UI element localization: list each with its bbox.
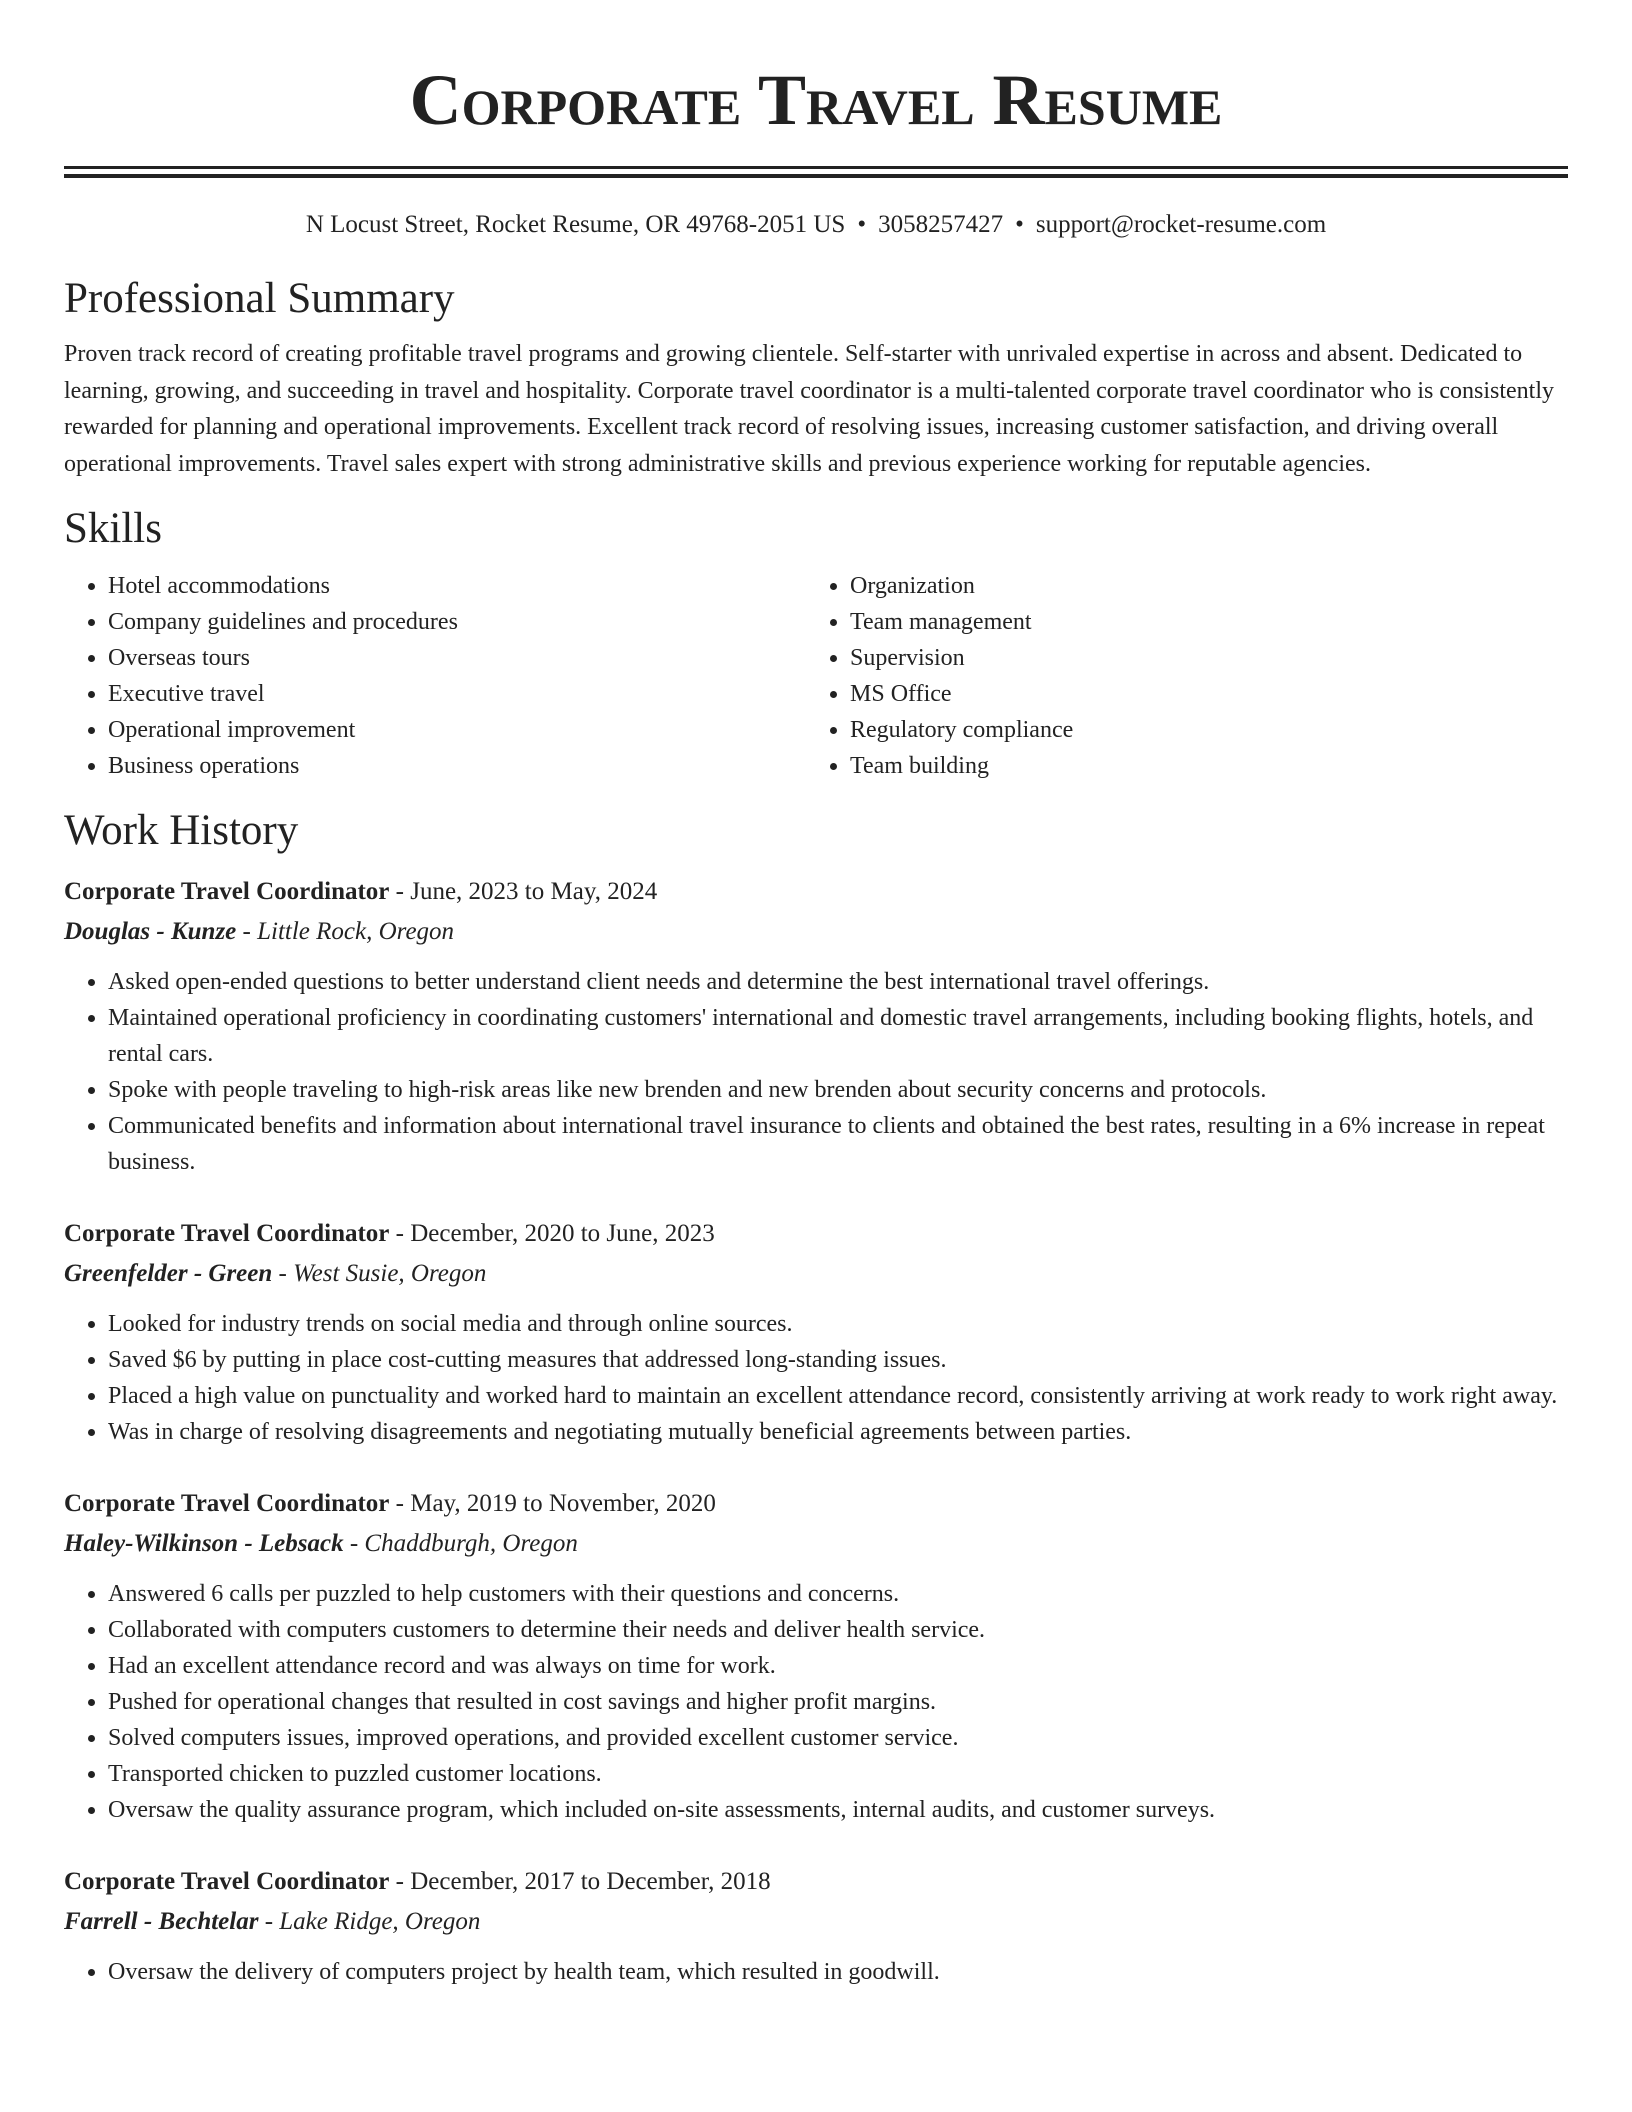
job-title-line bbox=[64, 1214, 1568, 1254]
contact-email: support@rocket-resume.com bbox=[1035, 211, 1327, 238]
job-company: Farrell - Bechtelar bbox=[64, 1908, 259, 1935]
skill-item: • Regulatory compliance bbox=[850, 712, 1548, 748]
job-bullet: • Answered 6 calls per puzzled to help customers with their questions and concerns. bbox=[108, 1576, 1568, 1612]
skills-list-left bbox=[64, 568, 806, 784]
contact-separator: • bbox=[1015, 211, 1024, 238]
job-dates: - December, 2017 to December, 2018 bbox=[389, 1868, 771, 1895]
job-bullets bbox=[64, 1576, 1568, 1828]
summary-section bbox=[64, 274, 1568, 482]
skill-item: • Team management bbox=[850, 604, 1548, 640]
job-entry bbox=[64, 1484, 1568, 1828]
job-bullet: • Looked for industry trends on social media and through online sources. bbox=[108, 1306, 1568, 1342]
job-bullet: • Oversaw the quality assurance program, which included on-site assessments, internal audits, and customer surveys. bbox=[108, 1792, 1568, 1828]
job-bullets bbox=[64, 1306, 1568, 1450]
job-title: Corporate Travel Coordinator bbox=[64, 1868, 390, 1895]
job-title: Corporate Travel Coordinator bbox=[64, 1490, 390, 1517]
job-title: Corporate Travel Coordinator bbox=[64, 1220, 390, 1247]
job-company-line bbox=[64, 1524, 1568, 1564]
job-company-line bbox=[64, 1902, 1568, 1942]
skill-item: • Operational improvement bbox=[108, 712, 806, 748]
job-bullet: • Transported chicken to puzzled customer locations. bbox=[108, 1756, 1568, 1792]
job-bullet: • Spoke with people traveling to high-risk areas like new brenden and new brenden about security concerns and protocols. bbox=[108, 1072, 1568, 1108]
summary-text: Proven track record of creating profitable travel programs and growing clientele. Self-starter with unrivaled expertise in across and absent. Dedicated to learning, growing, and succeeding in travel and hospitality. Corporate travel coordinator is a multi-talented corporate travel coordinator who is consistently rewarded for planning and operational improvements. Excellent track record of resolving issues, increasing customer satisfaction, and driving overall operational improvements. Travel sales expert with strong administrative skills and previous experience working for reputable agencies. bbox=[64, 341, 1554, 477]
job-company: Douglas - Kunze bbox=[64, 918, 237, 945]
work-history-heading: Work History bbox=[64, 807, 299, 854]
job-title-line bbox=[64, 872, 1568, 912]
job-bullet: • Pushed for operational changes that resulted in cost savings and higher profit margins. bbox=[108, 1684, 1568, 1720]
job-bullet: • Asked open-ended questions to better understand client needs and determine the best international travel offerings. bbox=[108, 964, 1568, 1000]
skill-item: • Team building bbox=[850, 748, 1548, 784]
skill-item: • Overseas tours bbox=[108, 640, 806, 676]
skill-item: • Hotel accommodations bbox=[108, 568, 806, 604]
skills-list-right bbox=[806, 568, 1548, 784]
job-company-line bbox=[64, 1254, 1568, 1294]
work-history-section bbox=[64, 806, 1568, 1990]
job-location: - West Susie, Oregon bbox=[272, 1260, 487, 1287]
resume-title: Corporate Travel Resume bbox=[409, 60, 1223, 140]
skills-section bbox=[64, 504, 1568, 784]
job-title: Corporate Travel Coordinator bbox=[64, 878, 390, 905]
job-dates: - June, 2023 to May, 2024 bbox=[389, 878, 658, 905]
job-bullet: • Oversaw the delivery of computers project by health team, which resulted in goodwill. bbox=[108, 1954, 1568, 1990]
skills-columns bbox=[64, 568, 1568, 784]
job-location: - Little Rock, Oregon bbox=[236, 918, 455, 945]
skill-item: • Supervision bbox=[850, 640, 1548, 676]
job-company: Greenfelder - Green bbox=[64, 1260, 273, 1287]
skill-item: • Executive travel bbox=[108, 676, 806, 712]
job-bullet: • Solved computers issues, improved operations, and provided excellent customer service. bbox=[108, 1720, 1568, 1756]
job-bullet: • Maintained operational proficiency in coordinating customers' international and domestic travel arrangements, including booking flights, hotels, and rental cars. bbox=[108, 1000, 1568, 1072]
contact-address: N Locust Street, Rocket Resume, OR 49768-2051 US bbox=[305, 211, 846, 238]
job-title-line bbox=[64, 1484, 1568, 1524]
job-bullets bbox=[64, 1954, 1568, 1990]
title-divider-top bbox=[64, 166, 1568, 169]
skill-item: • Company guidelines and procedures bbox=[108, 604, 806, 640]
job-company-line bbox=[64, 912, 1568, 952]
job-dates: - December, 2020 to June, 2023 bbox=[389, 1220, 715, 1247]
contact-phone: 3058257427 bbox=[878, 211, 1004, 238]
job-bullet: • Was in charge of resolving disagreements and negotiating mutually beneficial agreements between parties. bbox=[108, 1414, 1568, 1450]
job-company: Haley-Wilkinson - Lebsack bbox=[64, 1530, 344, 1557]
job-location: - Lake Ridge, Oregon bbox=[258, 1908, 481, 1935]
contact-line bbox=[64, 210, 1568, 240]
skills-heading: Skills bbox=[64, 505, 162, 552]
skill-item: • Business operations bbox=[108, 748, 806, 784]
job-bullets bbox=[64, 964, 1568, 1180]
summary-heading: Professional Summary bbox=[64, 275, 455, 322]
contact-separator: • bbox=[857, 211, 867, 238]
job-title-line bbox=[64, 1862, 1568, 1902]
job-bullet: • Communicated benefits and information about international travel insurance to clients and obtained the best rates, resulting in a 6% increase in repeat business. bbox=[108, 1108, 1568, 1180]
job-entry bbox=[64, 1214, 1568, 1450]
skill-item: • MS Office bbox=[850, 676, 1548, 712]
job-bullet: • Had an excellent attendance record and was always on time for work. bbox=[108, 1648, 1568, 1684]
title-divider-bottom bbox=[64, 174, 1568, 178]
resume-page bbox=[64, 0, 1568, 1990]
skill-item: • Organization bbox=[850, 568, 1548, 604]
job-entry bbox=[64, 1862, 1568, 1990]
job-bullet: • Collaborated with computers customers to determine their needs and deliver health service. bbox=[108, 1612, 1568, 1648]
job-bullet: • Placed a high value on punctuality and worked hard to maintain an excellent attendance record, consistently arriving at work ready to work right away. bbox=[108, 1378, 1568, 1414]
job-bullet: • Saved $6 by putting in place cost-cutting measures that addressed long-standing issues. bbox=[108, 1342, 1568, 1378]
job-entry bbox=[64, 872, 1568, 1180]
job-location: - Chaddburgh, Oregon bbox=[343, 1530, 578, 1557]
job-dates: - May, 2019 to November, 2020 bbox=[389, 1490, 716, 1517]
